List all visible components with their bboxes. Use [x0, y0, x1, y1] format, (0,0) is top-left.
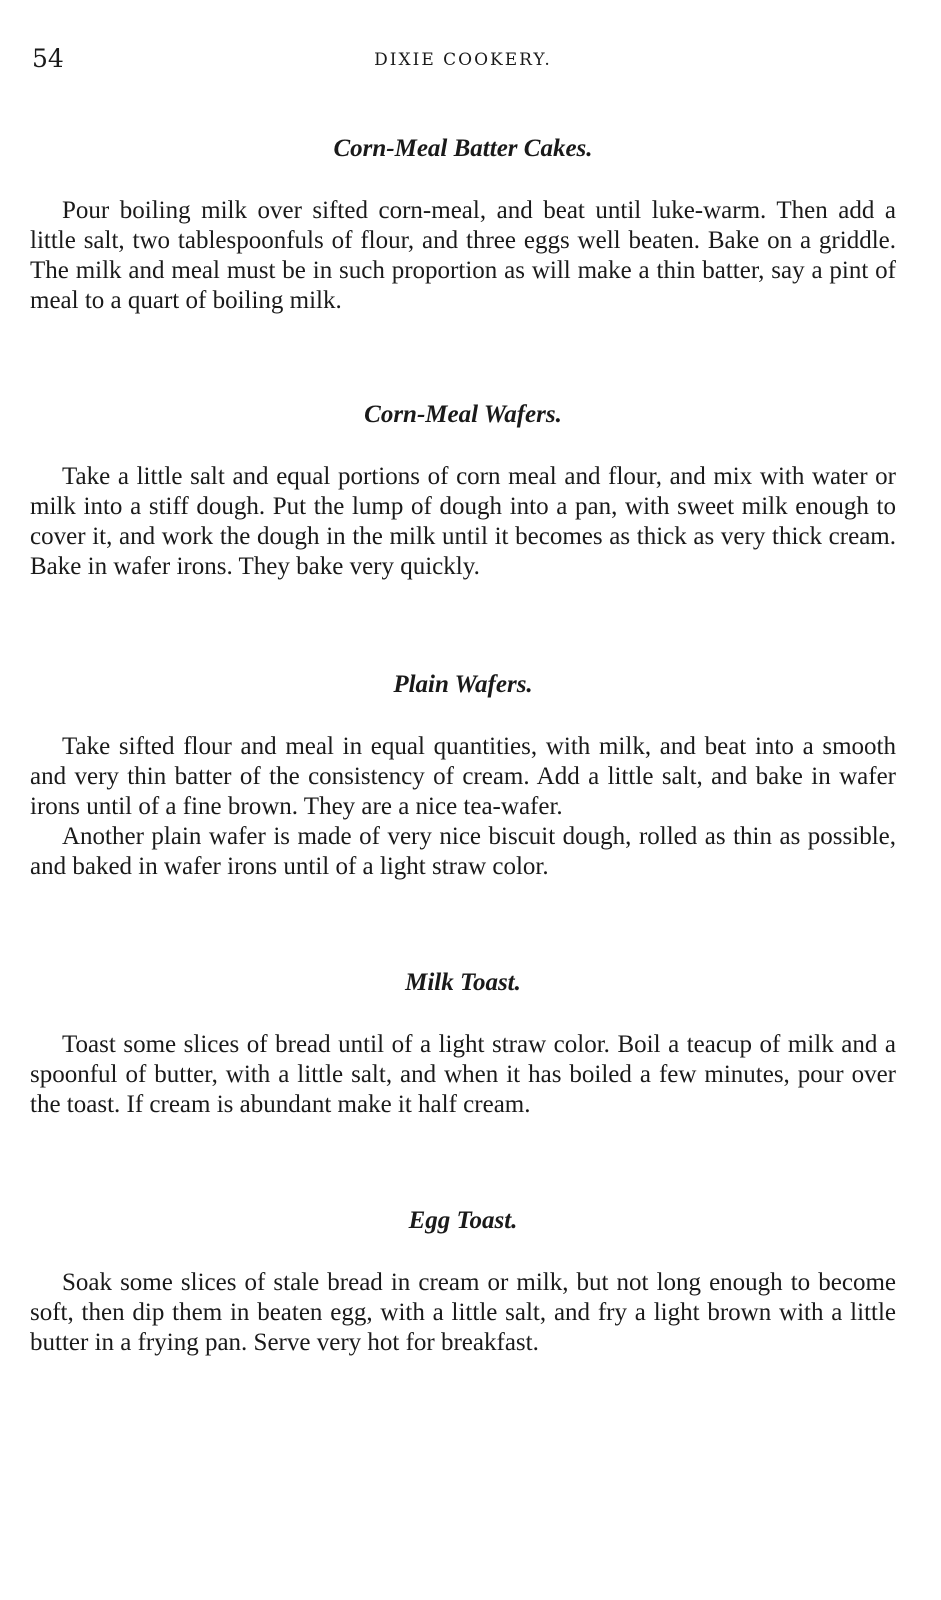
- recipe-milk-toast: [30, 966, 896, 1120]
- recipe-body: [30, 462, 896, 582]
- recipe-plain-wafers: [30, 668, 896, 882]
- book-title: DIXIE COOKERY.: [374, 50, 552, 70]
- recipe-body: [30, 1268, 896, 1358]
- recipe-corn-meal-batter-cakes: [30, 132, 896, 316]
- recipe-title: Corn-Meal Wafers.: [364, 401, 562, 428]
- recipe-body: [30, 732, 896, 882]
- recipe-body: [30, 196, 896, 316]
- recipe-paragraph: Another plain wafer is made of very nice biscuit dough, rolled as thin as possible, and baked in wafer irons until of a light straw color.: [30, 823, 896, 880]
- recipe-title: Plain Wafers.: [393, 671, 533, 698]
- recipe-title: Corn-Meal Batter Cakes.: [333, 135, 593, 162]
- recipe-paragraph: Take a little salt and equal portions of corn meal and flour, and mix with water or milk into a stiff dough. Put the lump of dough into a pan, with sweet milk enough to cover it, and work the dough in the milk until it becomes as thick as very thick cream. Bake in wafer irons. They bake very quickly.: [30, 463, 896, 580]
- recipe-paragraph: Toast some slices of bread until of a light straw color. Boil a teacup of milk and a spoonful of butter, with a little salt, and when it has boiled a few minutes, pour over the toast. If cream is abundant make it half cream.: [30, 1031, 896, 1118]
- book-page: [30, 0, 896, 1600]
- recipe-egg-toast: [30, 1204, 896, 1358]
- recipe-corn-meal-wafers: [30, 398, 896, 582]
- recipe-paragraph: Take sifted flour and meal in equal quantities, with milk, and beat into a smooth and very thin batter of the consistency of cream. Add a little salt, and bake in wafer irons until of a fine brown. They are a nice tea-wafer.: [30, 733, 896, 820]
- recipe-paragraph: Pour boiling milk over sifted corn-meal, and beat until luke-warm. Then add a little salt, two tablespoonfuls of flour, and three eggs well beaten. Bake on a griddle. The milk and meal must be in such proportion as will make a thin batter, say a pint of meal to a quart of boiling milk.: [30, 197, 896, 314]
- running-head: [30, 44, 896, 80]
- recipe-title: Egg Toast.: [408, 1207, 518, 1234]
- page-number: 54: [32, 44, 64, 73]
- recipe-body: [30, 1030, 896, 1120]
- recipe-title: Milk Toast.: [405, 969, 521, 996]
- recipe-paragraph: Soak some slices of stale bread in cream or milk, but not long enough to become soft, then dip them in beaten egg, with a little salt, and fry a light brown with a little butter in a frying pan. Serve very hot for breakfast.: [30, 1269, 896, 1356]
